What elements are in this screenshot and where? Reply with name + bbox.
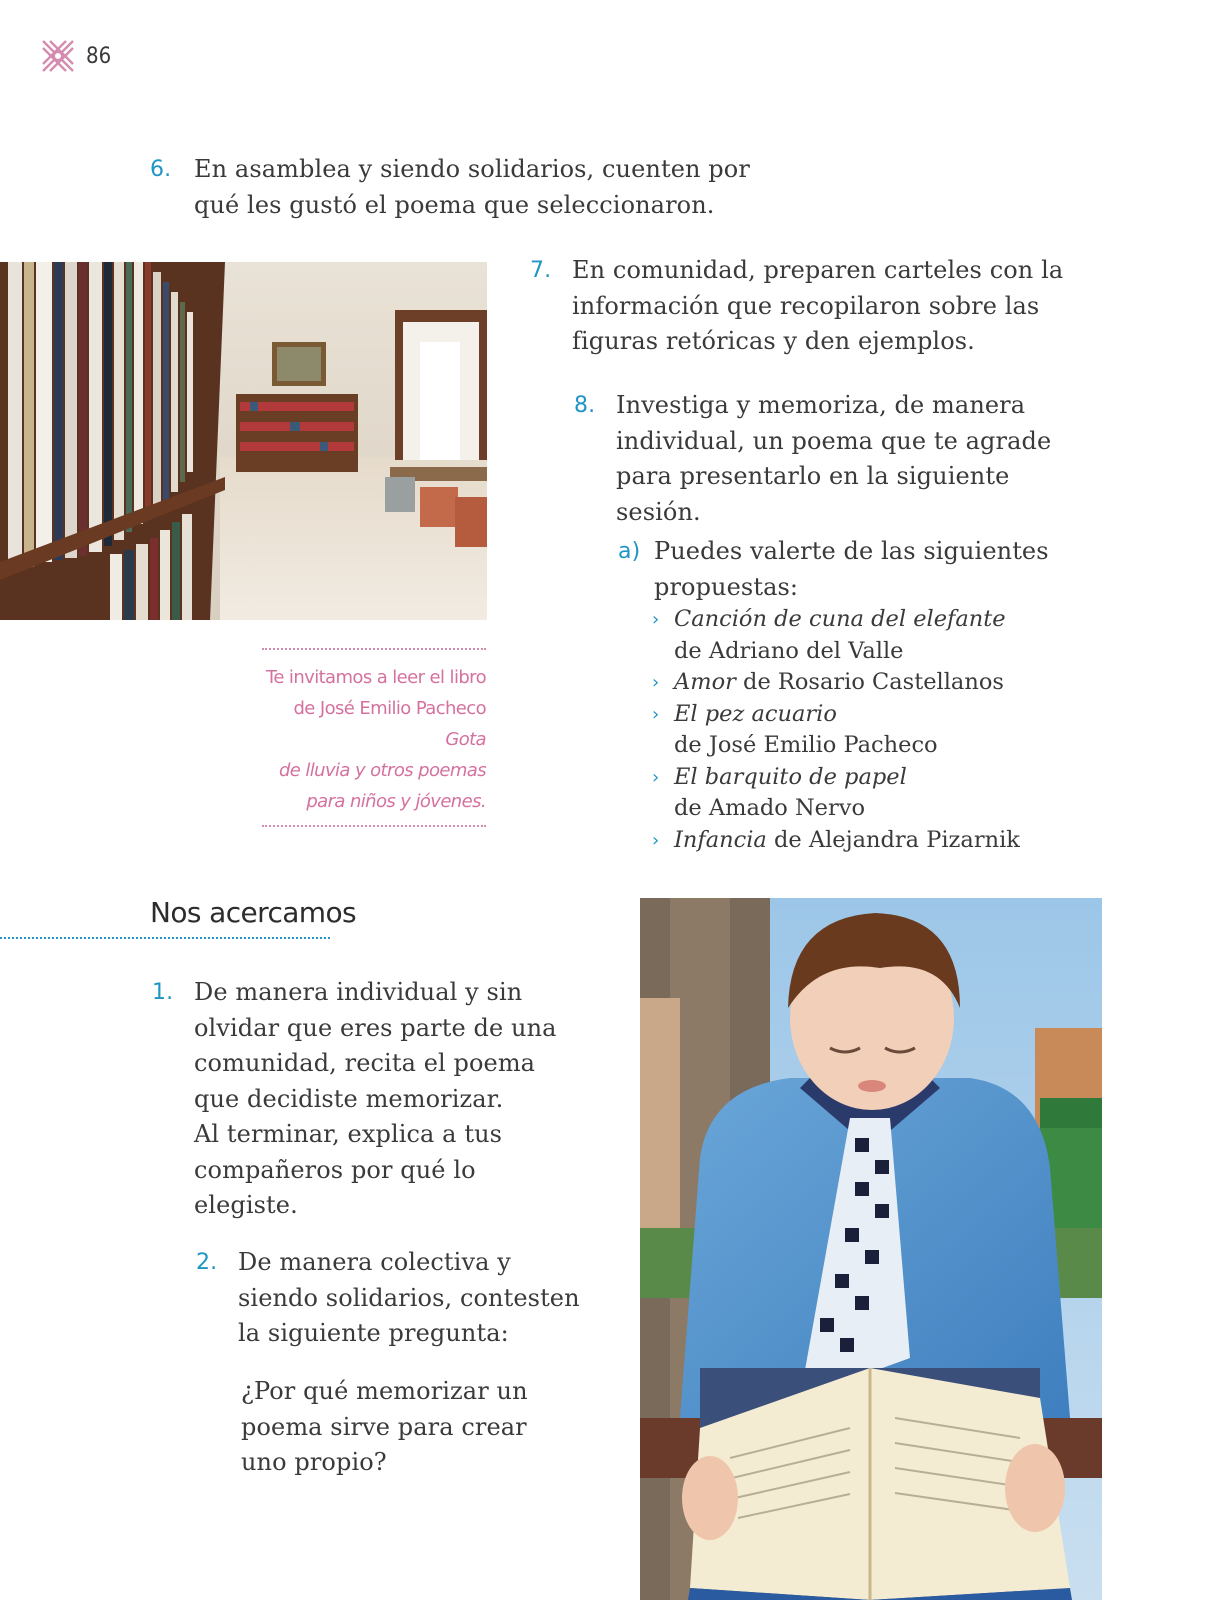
item-number: 1.: [152, 980, 174, 1005]
caption-book-title: para niños y jóvenes.: [306, 791, 486, 812]
item-text-line: que decidiste memorizar.: [194, 1084, 504, 1113]
page-header: [40, 38, 111, 74]
list-item: [652, 604, 1052, 667]
poem-author: de Adriano del Valle: [674, 637, 904, 664]
question-line: poema sirve para crear: [241, 1412, 527, 1441]
item-text-line: Al terminar, explica a tus: [194, 1120, 503, 1148]
item-text-line: propuestas:: [654, 572, 799, 601]
question-line: ¿Por qué memorizar un: [241, 1377, 528, 1405]
decorative-logo-icon: [40, 38, 76, 74]
poem-title: El pez acuario: [674, 700, 837, 727]
item-text-line: qué les gustó el poema que seleccionaron.: [194, 190, 715, 219]
item-text-line: olvidar que eres parte de una: [194, 1013, 557, 1042]
activity-subitem-a: [618, 534, 1098, 605]
chevron-right-icon: ›: [652, 829, 660, 851]
item-text-line: De manera individual y sin: [194, 978, 523, 1006]
item-text-line: Investiga y memoriza, de manera: [616, 391, 1026, 419]
caption-line: de José Emilio Pacheco: [293, 698, 486, 719]
poem-title: Amor: [674, 669, 736, 695]
item-text-line: elegiste.: [194, 1191, 298, 1219]
activity-item-7: [530, 253, 1090, 360]
item-letter: a): [618, 539, 641, 564]
item-text-line: De manera colectiva y: [238, 1248, 511, 1276]
item-number: 2.: [196, 1250, 218, 1275]
item-text-line: figuras retóricas y den ejemplos.: [572, 327, 975, 355]
activity-item-1: [152, 975, 592, 1224]
section-divider: [0, 937, 330, 939]
library-photo: [0, 262, 487, 620]
poem-title: Canción de cuna del elefante: [674, 606, 1006, 632]
chevron-right-icon: ›: [652, 609, 660, 630]
activity-item-8: [574, 388, 1094, 530]
caption-book-title: de lluvia y otros poemas: [278, 760, 486, 781]
list-item: [652, 699, 1052, 762]
item-text-line: información que recopilaron sobre las: [572, 291, 1040, 320]
chevron-right-icon: ›: [652, 766, 660, 788]
poem-author: de Alejandra Pizarnik: [766, 826, 1020, 853]
item-text-line: En asamblea y siendo solidarios, cuenten por: [194, 155, 750, 183]
list-item: [652, 667, 1052, 699]
item-number: 6.: [150, 157, 172, 182]
item-text-line: individual, un poema que te agrade: [616, 426, 1052, 455]
poem-author: de José Emilio Pacheco: [674, 732, 938, 758]
item-text-line: Puedes valerte de las siguientes: [654, 537, 1049, 565]
item-text-line: comunidad, recita el poema: [194, 1049, 536, 1077]
list-item: [652, 762, 1052, 825]
item-text-line: siendo solidarios, contesten: [238, 1283, 580, 1312]
chevron-right-icon: ›: [652, 703, 660, 725]
activity-item-6: [150, 152, 770, 223]
item-number: 8.: [574, 393, 596, 418]
chevron-right-icon: ›: [652, 672, 660, 693]
boy-reading-photo: [640, 898, 1102, 1600]
item-text-line: sesión.: [616, 497, 701, 526]
reflection-question: [241, 1374, 621, 1481]
poem-author: de Amado Nervo: [674, 795, 865, 821]
item-text-line: la siguiente pregunta:: [238, 1319, 509, 1347]
item-text-line: En comunidad, preparen carteles con la: [572, 256, 1064, 284]
poem-author: de Rosario Castellanos: [735, 669, 1004, 695]
book-recommendation-caption: [262, 648, 486, 827]
item-text-line: para presentarlo en la siguiente: [616, 462, 1010, 490]
item-text-line: compañeros por qué lo: [194, 1155, 476, 1184]
page-number: 86: [86, 43, 112, 69]
list-item: [652, 825, 1052, 857]
section-title: Nos acercamos: [150, 896, 356, 929]
activity-item-2: [196, 1245, 616, 1352]
poem-proposals-list: [652, 604, 1052, 856]
poem-title: Infancia: [674, 826, 767, 853]
caption-book-title: Gota: [445, 729, 486, 750]
item-number: 7.: [530, 258, 552, 283]
poem-title: El barquito de papel: [674, 763, 907, 790]
question-line: uno propio?: [241, 1448, 387, 1476]
caption-line: Te invitamos a leer el libro: [266, 667, 486, 688]
